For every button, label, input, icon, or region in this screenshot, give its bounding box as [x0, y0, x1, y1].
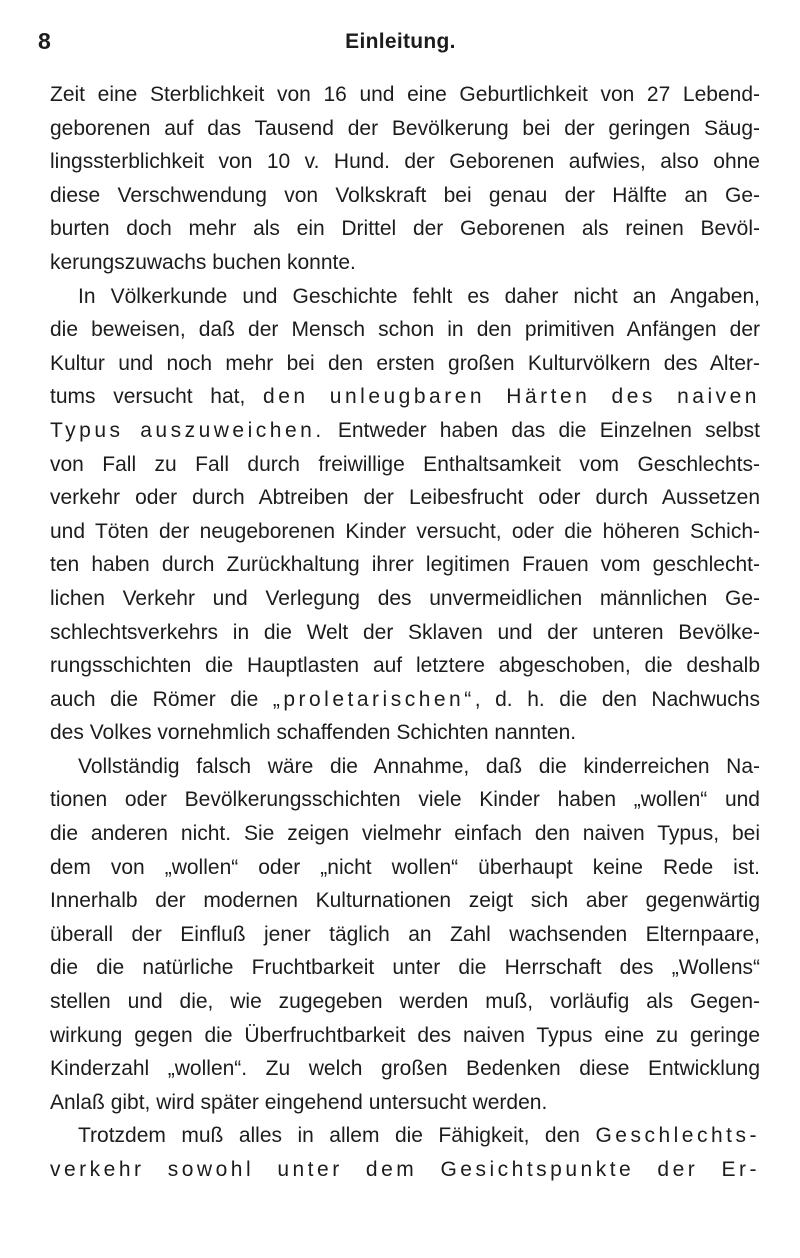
text-line: [50, 683, 760, 717]
text-line: verkehr sowohl unter dem Gesichtspunkte der Er-: [50, 1158, 760, 1181]
text-line: überall der Einfluß jener täglich an Zahl wachsenden Elternpaare,: [50, 922, 760, 946]
text-line: dem von „wollen“ oder „nicht wollen“ überhaupt keine Rede ist.: [50, 855, 760, 879]
text-line: von Fall zu Fall durch freiwillige Enthaltsamkeit vom Geschlechts-: [50, 452, 760, 476]
running-title: Einleitung.: [345, 30, 456, 53]
text-line: In Völkerkunde und Geschichte fehlt es daher nicht an Angaben,: [78, 284, 760, 308]
page-header: [38, 28, 763, 60]
text-line: des Volkes vornehmlich schaffenden Schichten nannten.: [50, 721, 577, 745]
text-line: verkehr oder durch Abtreiben der Leibesfrucht oder durch Aussetzen: [50, 486, 760, 510]
text-line: die anderen nicht. Sie zeigen vielmehr einfach den naiven Typus, bei: [50, 822, 760, 846]
text-line: die beweisen, daß der Mensch schon in den primitiven Anfängen der: [50, 318, 760, 342]
text-line: schlechtsverkehrs in die Welt der Sklaven und der unteren Bevölke-: [50, 620, 760, 644]
text-segment: Entweder haben das die Einzelnen selbst: [337, 418, 760, 442]
text-line: die die natürliche Fruchtbarkeit unter die Herrschaft des „Wollens“: [50, 956, 760, 980]
text-line: [50, 414, 760, 448]
text-line: Innerhalb der modernen Kulturnationen zeigt sich aber gegenwärtig: [50, 889, 760, 913]
emphasized-text: Geschlechts-: [595, 1124, 760, 1148]
body-text: [50, 78, 760, 1187]
emphasized-text: Typus auszuweichen.: [50, 418, 325, 442]
text-line: burten doch mehr als ein Drittel der Geborenen als reinen Bevöl-: [50, 217, 760, 241]
text-line: geborenen auf das Tausend der Bevölkerung bei der geringen Säug-: [50, 116, 760, 140]
text-line: kerungszuwachs buchen konnte.: [50, 250, 356, 274]
text-segment: Trotzdem muß alles in allem die Fähigkeit, den: [78, 1124, 580, 1148]
text-line: tionen oder Bevölkerungsschichten viele Kinder haben „wollen“ und: [50, 788, 760, 812]
text-segment: tums versucht hat,: [50, 385, 246, 409]
text-line: Vollständig falsch wäre die Annahme, daß die kinderreichen Na-: [78, 754, 760, 778]
text-line: Kultur und noch mehr bei den ersten großen Kulturvölkern des Alter-: [50, 351, 760, 375]
text-line: diese Verschwendung von Volkskraft bei genau der Hälfte an Ge-: [50, 183, 760, 207]
text-line: wirkung gegen die Überfruchtbarkeit des naiven Typus eine zu geringe: [50, 1023, 760, 1047]
text-line: Anlaß gibt, wird später eingehend untersucht werden.: [50, 1090, 548, 1114]
text-line: und Töten der neugeborenen Kinder versucht, oder die höheren Schich-: [50, 519, 760, 543]
emphasized-text: „proletarischen“: [272, 687, 475, 711]
text-line: stellen und die, wie zugegeben werden muß, vorläufig als Gegen-: [50, 990, 760, 1014]
text-segment: , d. h. die den Nachwuchs: [474, 687, 760, 711]
page-number: 8: [38, 28, 52, 54]
emphasized-text: den unleugbaren Härten des naiven: [263, 385, 760, 409]
text-segment: auch die Römer die: [50, 687, 259, 711]
text-line: ten haben durch Zurückhaltung ihrer legitimen Frauen vom geschlecht-: [50, 553, 760, 577]
text-line: Kinderzahl „wollen“. Zu welch großen Bedenken diese Entwicklung: [50, 1057, 760, 1081]
text-line: [50, 380, 760, 414]
text-line: [50, 1119, 760, 1153]
text-line: lingssterblichkeit von 10 v. Hund. der Geborenen aufwies, also ohne: [50, 150, 760, 174]
text-line: Zeit eine Sterblichkeit von 16 und eine Geburtlichkeit von 27 Lebend-: [50, 83, 760, 106]
text-line: rungsschichten die Hauptlasten auf letztere abgeschoben, die deshalb: [50, 654, 760, 678]
text-line: lichen Verkehr und Verlegung des unvermeidlichen männlichen Ge-: [50, 586, 760, 610]
